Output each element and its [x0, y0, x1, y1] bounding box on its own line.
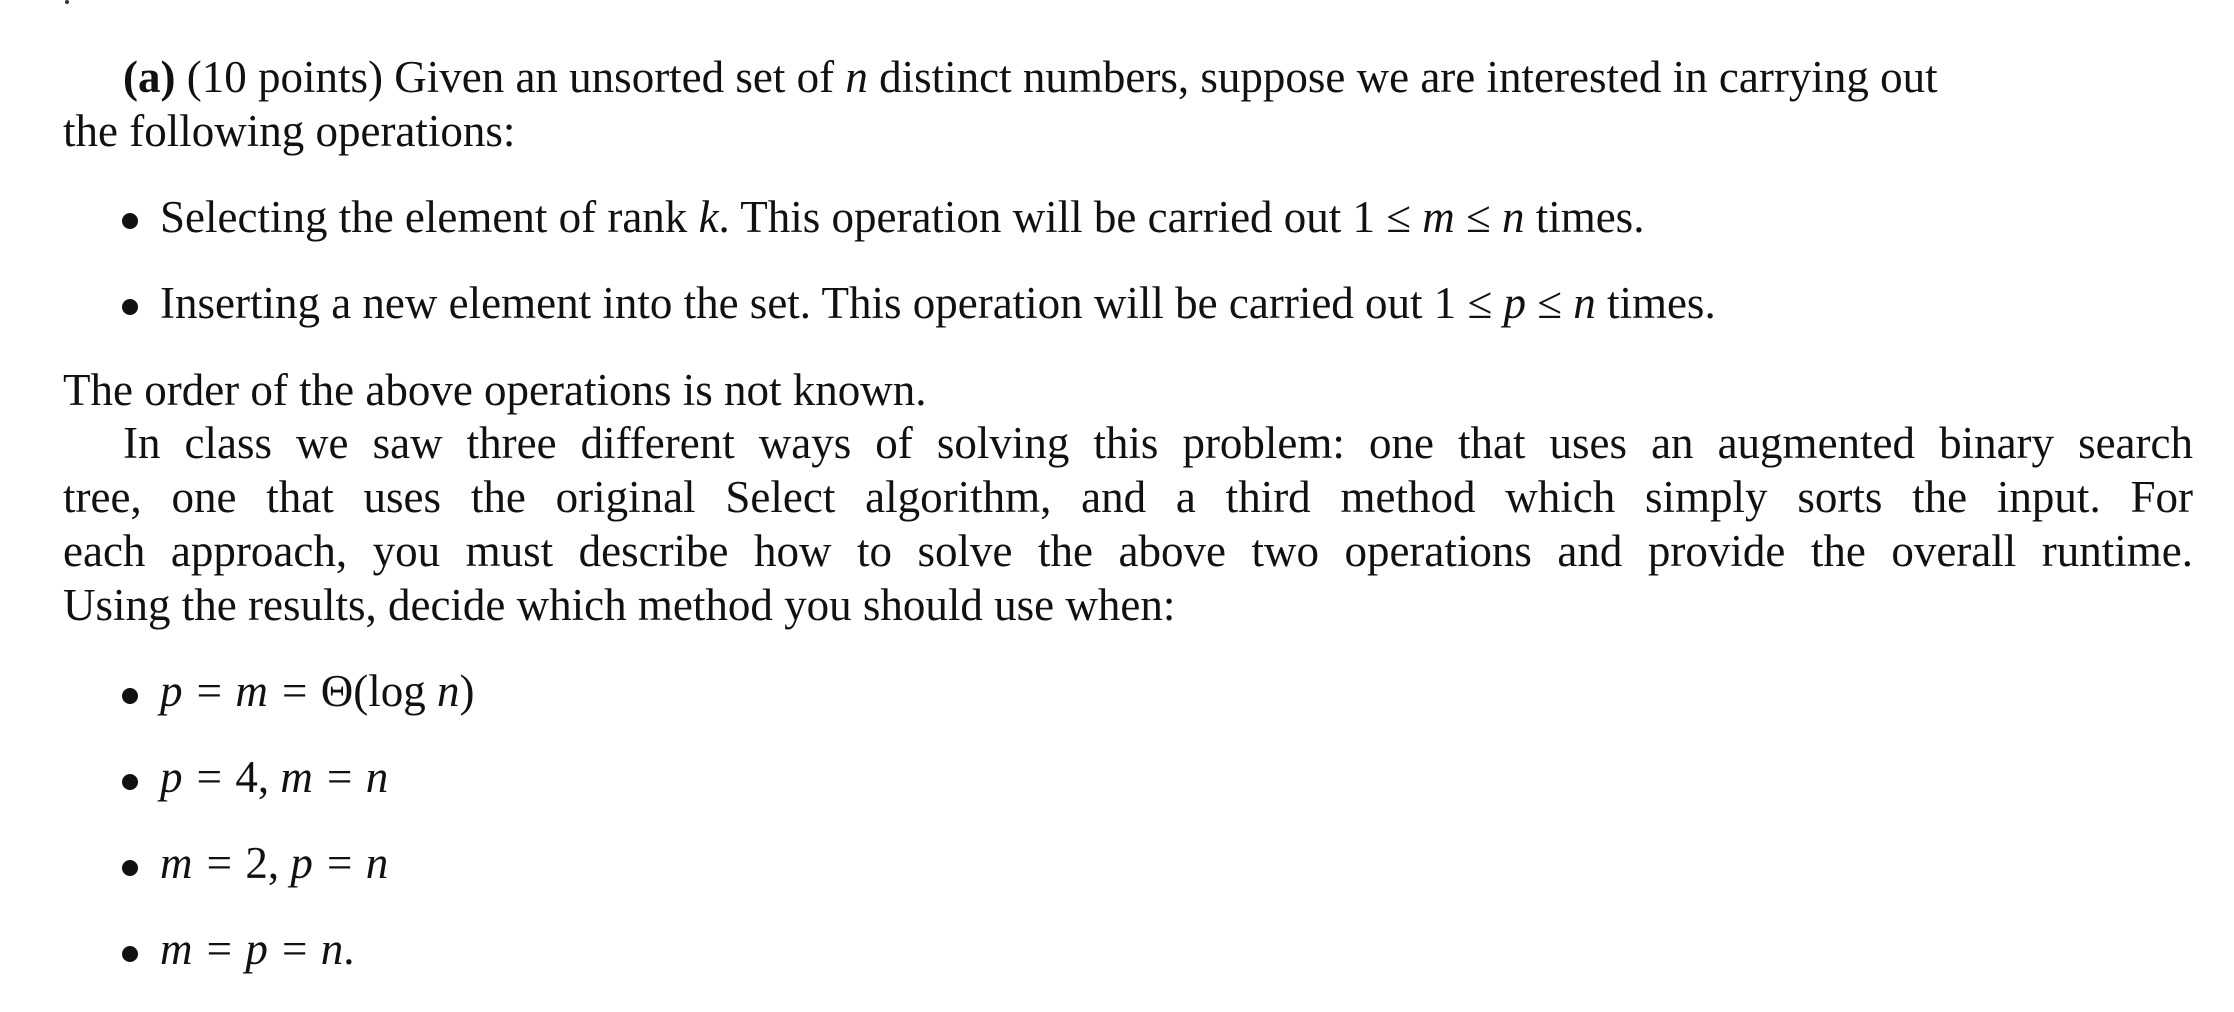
stray-mark: [65, 0, 69, 4]
order-note: The order of the above operations is not known.: [63, 365, 927, 415]
bullet-icon: [122, 213, 138, 229]
bullet-icon: [122, 860, 138, 876]
intro-line-1: [123, 50, 2193, 104]
problem-points: (10 points): [186, 52, 383, 102]
paragraph-line-2: tree, one that uses the original Select algorithm, and a third method which simply sorts the input. For: [63, 472, 2193, 522]
case-2: p = 4, m = n: [160, 752, 389, 802]
bullet-icon: [122, 299, 138, 315]
paragraph-line-1: In class we saw three different ways of solving this problem: one that uses an augmented binary search: [123, 418, 2193, 468]
paragraph-line-3: each approach, you must describe how to solve the above two operations and provide the overall runtime.: [63, 526, 2193, 576]
operation-select: Selecting the element of rank k. This operation will be carried out 1 ≤ m ≤ n times.: [160, 192, 1645, 242]
bullet-icon: [122, 688, 138, 704]
problem-intro-text: Given an unsorted set of n distinct numbers, suppose we are interested in carrying out: [394, 52, 1938, 102]
bullet-icon: [122, 774, 138, 790]
intro-line-2: the following operations:: [63, 106, 516, 156]
case-3: m = 2, p = n: [160, 838, 389, 888]
case-4: m = p = n.: [160, 924, 355, 974]
problem-label: (a): [123, 52, 176, 102]
paragraph-line-4: Using the results, decide which method you should use when:: [63, 580, 1176, 630]
bullet-icon: [122, 946, 138, 962]
case-1: p = m = Θ(log n): [160, 666, 475, 716]
operation-insert: Inserting a new element into the set. This operation will be carried out 1 ≤ p ≤ n times.: [160, 278, 1716, 328]
